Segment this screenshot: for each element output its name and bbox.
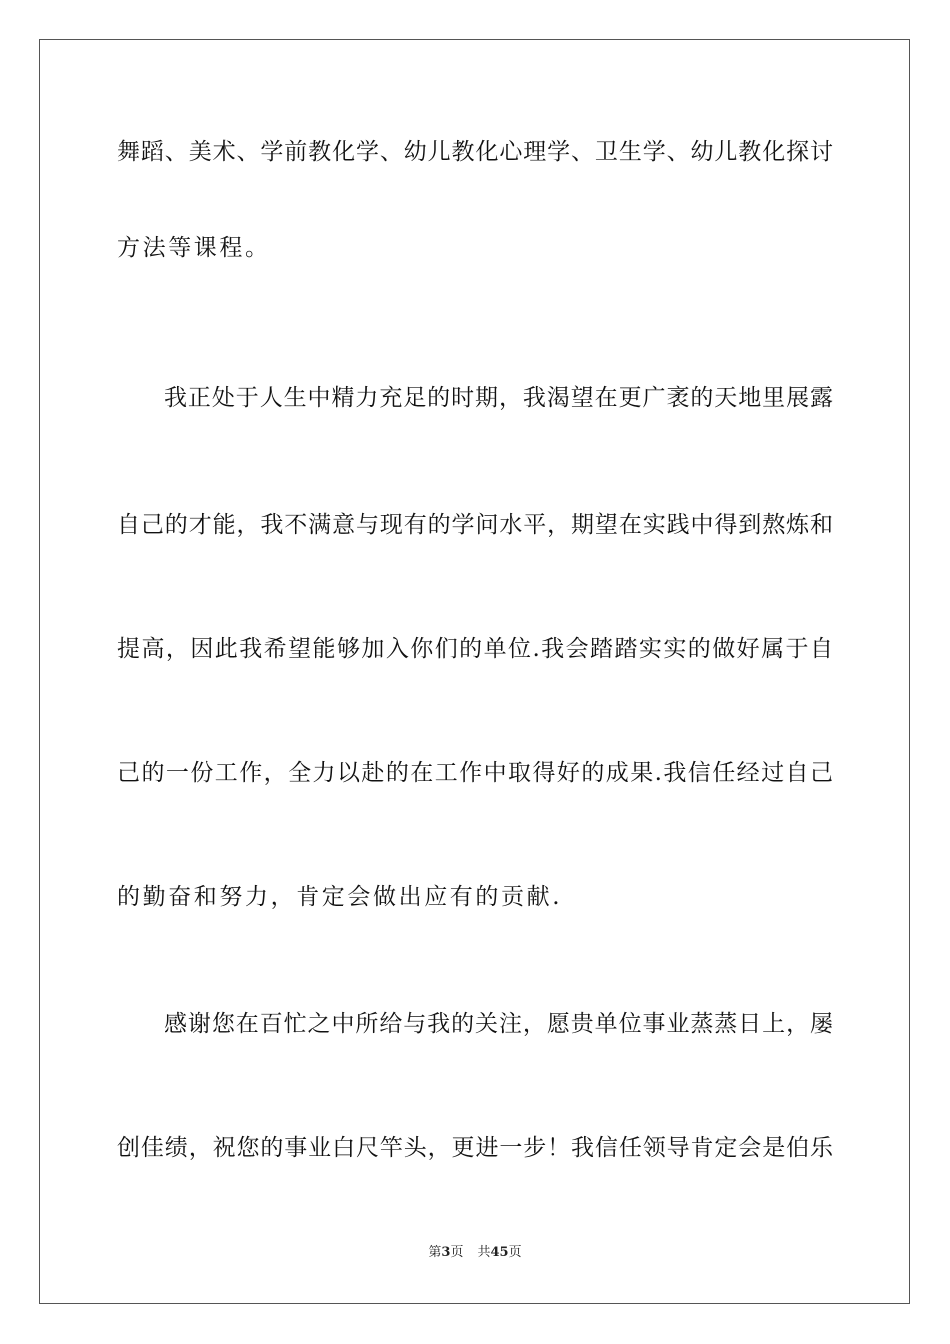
total-suffix: 页 — [508, 1245, 522, 1260]
body-text-line: 创佳绩，祝您的事业白尺竿头，更进一步！我信任领导肯定会是伯乐 — [117, 1135, 833, 1161]
paragraph-start-line: 感谢您在百忙之中所给与我的关注，愿贵单位事业蒸蒸日上，屡 — [164, 1011, 833, 1037]
page-number: 3 — [441, 1245, 451, 1260]
body-text-line: 舞蹈、美术、学前教化学、幼儿教化心理学、卫生学、幼儿教化探讨 — [117, 139, 833, 165]
total-pages: 45 — [490, 1245, 509, 1260]
body-text-line: 自己的才能，我不满意与现有的学问水平，期望在实践中得到熬炼和 — [117, 512, 833, 538]
body-text-line: 己的一份工作，全力以赴的在工作中取得好的成果.我信任经过自己 — [117, 760, 833, 786]
paragraph-start-line: 我正处于人生中精力充足的时期，我渴望在更广袤的天地里展露 — [164, 385, 833, 411]
body-text-line: 方法等课程。 — [117, 235, 271, 261]
body-text-line: 的勤奋和努力，肯定会做出应有的贡献. — [117, 884, 563, 910]
total-prefix: 共 — [477, 1245, 491, 1260]
page-prefix: 第 — [428, 1245, 442, 1260]
body-text-line: 提高，因此我希望能够加入你们的单位.我会踏踏实实的做好属于自 — [117, 636, 833, 662]
page-footer — [0, 1245, 950, 1261]
page-frame — [39, 39, 910, 1304]
page-suffix: 页 — [450, 1245, 464, 1260]
